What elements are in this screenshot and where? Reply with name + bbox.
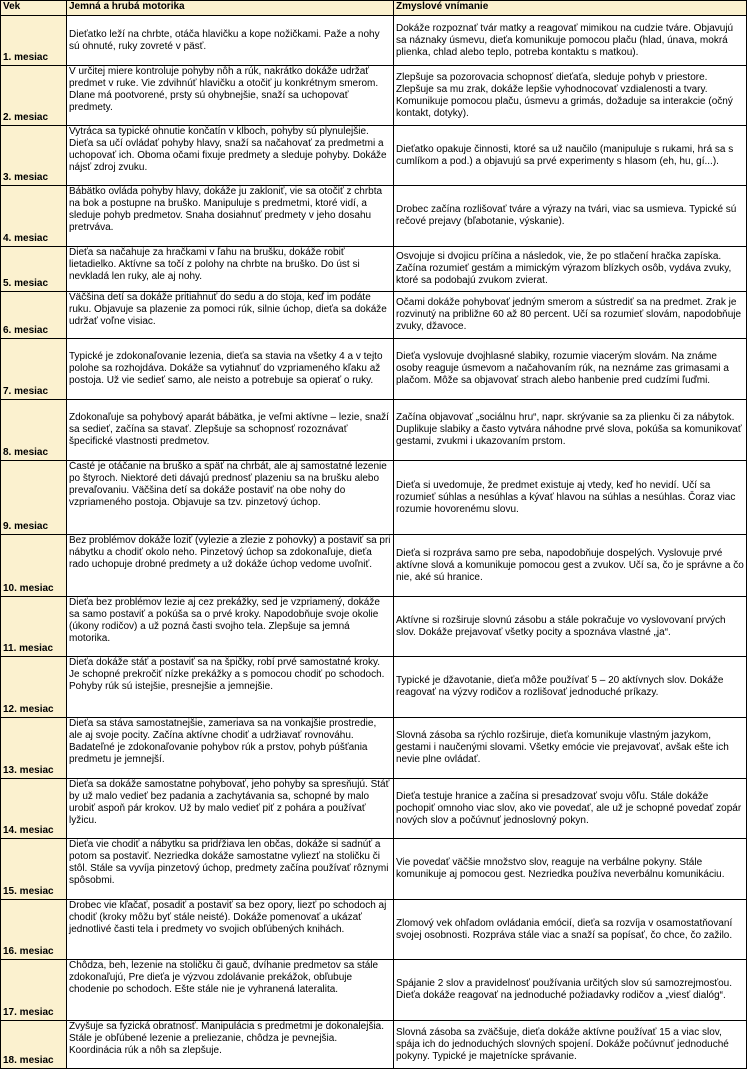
- sense-cell: Osvojuje si dvojicu príčina a následok, vie, že po stlačení hračka zapíska. Začína rozumieť gestám a mimickým výrazom blízkych osôb, vydáva zvuky, ktoré sa podobajú zvukom zvierat.: [394, 247, 747, 292]
- age-cell: 3. mesiac: [1, 126, 67, 186]
- table-row: [1, 839, 747, 900]
- motor-cell: Vytráca sa typické ohnutie končatín v kĺboch, pohyby sú plynulejšie. Dieťa sa učí ovládať pohyby hlavy, snaží sa načahovať za predmetmi a uchopovať ich. Oboma očami fixuje predmety a sleduje pohyby. Dokáže nájsť zdroj zvuku.: [67, 126, 394, 186]
- age-cell: 14. mesiac: [1, 779, 67, 839]
- motor-cell: Dieťa dokáže stáť a postaviť sa na špičky, robí prvé samostatné kroky. Je schopné prekročiť nízke prekážky a s pomocou chodiť po schodoch. Pohyby rúk sú istejšie, presnejšie a jemnejšie.: [67, 657, 394, 718]
- motor-cell: Bábätko ovláda pohyby hlavy, dokáže ju zakloniť, vie sa otočiť z chrbta na bok a postupne na bruško. Manipuluje s predmetmi, ktoré vidí, a sleduje pohyb predmetov. Snaha dosiahnuť predmety v jeho dosahu pretrváva.: [67, 186, 394, 247]
- sense-cell: Slovná zásoba sa rýchlo rozširuje, dieťa komunikuje vlastným jazykom, gestami i naučenými slovami. Všetky emócie vie prejavovať, avšak ešte ich nevie plne ovládať.: [394, 718, 747, 779]
- age-cell: 7. mesiac: [1, 339, 67, 400]
- sense-cell: Dieťatko opakuje činnosti, ktoré sa už naučilo (manipuluje s rukami, hrá sa s cumlíkom a pod.) a objavujú sa prvé experimenty s hlasom (eh, hu, gí...).: [394, 126, 747, 186]
- motor-cell: Dieťa sa dokáže samostatne pohybovať, jeho pohyby sa spresňujú. Stáť by už malo vedieť bez padania a zachytávania sa, schopné by malo urobiť aspoň pár krokov. Už by malo vedieť piť z pohára a používať lyžicu.: [67, 779, 394, 839]
- sense-cell: Aktívne si rozširuje slovnú zásobu a stále pokračuje vo vyslovovaní prvých slov. Dokáže prejavovať všetky pocity a spoznáva vlastné „ja“.: [394, 597, 747, 657]
- sense-cell: Dieťa si rozpráva samo pre seba, napodobňuje dospelých. Vyslovuje prvé aktívne slová a komunikuje pomocou gest a zvukov. Učí sa, čo je správne a čo nie, aké sú hranice.: [394, 535, 747, 597]
- motor-cell: Zdokonaľuje sa pohybový aparát bábätka, je veľmi aktívne – lezie, snaží sa sedieť, začína sa stavať. Zlepšuje sa schopnosť rozoznávať špecifické vlastnosti predmetov.: [67, 400, 394, 461]
- sense-cell: Vie povedať väčšie množstvo slov, reaguje na verbálne pokyny. Stále komunikuje aj pomocou gest. Nezriedka používa neverbálnu komunikáciu.: [394, 839, 747, 900]
- table-row: [1, 535, 747, 597]
- sense-cell: Zlomový vek ohľadom ovládania emócií, dieťa sa rozvíja v osamostatňovaní svojej osobnosti. Rozpráva stále viac a snaží sa popísať, čo chce, čo zažilo.: [394, 900, 747, 960]
- motor-cell: Chôdza, beh, lezenie na stoličku či gauč, dvíhanie predmetov sa stále zdokonaľujú, Pre dieťa je výzvou zdolávanie prekážok, obľubuje chodenie po schodoch. Ešte stále nie je vyhranená lateralita.: [67, 960, 394, 1021]
- age-cell: 16. mesiac: [1, 900, 67, 960]
- header-row: [1, 1, 747, 16]
- table-row: [1, 461, 747, 535]
- motor-cell: Dieťa vie chodiť a nábytku sa pridŕžiava len občas, dokáže si sadnúť a potom sa postaviť. Nezriedka dokáže samostatne vyliezť na stoličku či stôl. Stále sa vyvíja pinzetový úchop, predmety začína používať rôznymi spôsobmi.: [67, 839, 394, 900]
- table-row: [1, 247, 747, 292]
- table-row: [1, 66, 747, 126]
- motor-cell: Zvyšuje sa fyzická obratnosť. Manipulácia s predmetmi je dokonalejšia. Stále je obľúbené lezenie a preliezanie, chôdza je pevnejšia. Koordinácia rúk a nôh sa zlepšuje.: [67, 1021, 394, 1069]
- sense-cell: Začína objavovať „sociálnu hru“, napr. skrývanie sa za plienku či za nábytok. Duplikuje slabiky a často vytvára náhodne prvé slova, pokúša sa komunikovať gestami, zvukmi i ukazovaním prstom.: [394, 400, 747, 461]
- motor-cell: Dieťa bez problémov lezie aj cez prekážky, sed je vzpriamený, dokáže sa samo postaviť a pokúša sa o prvé kroky. Napodobňuje svoje okolie (úkony rodičov) a už pozná časti svojho tela. Zlepšuje sa jemná motorika.: [67, 597, 394, 657]
- age-cell: 11. mesiac: [1, 597, 67, 657]
- sense-cell: Očami dokáže pohybovať jedným smerom a sústrediť sa na predmet. Zrak je rozvinutý na približne 60 až 80 percent. Učí sa rozumieť slovám, napodobňuje zvuky, džavoce.: [394, 292, 747, 339]
- age-cell: 18. mesiac: [1, 1021, 67, 1069]
- age-cell: 2. mesiac: [1, 66, 67, 126]
- table-row: [1, 16, 747, 66]
- age-cell: 17. mesiac: [1, 960, 67, 1021]
- age-cell: 10. mesiac: [1, 535, 67, 597]
- table-row: [1, 779, 747, 839]
- age-cell: 15. mesiac: [1, 839, 67, 900]
- motor-cell: Drobec vie kľačať, posadiť a postaviť sa bez opory, liezť po schodoch aj chodiť (kroky môžu byť stále neisté). Dokáže pomenovať a ukázať jednotlivé časti tela i predmety vo svojich obľúbených knihách.: [67, 900, 394, 960]
- header-motor: Jemná a hrubá motorika: [67, 1, 394, 16]
- header-sense: Zmyslové vnímanie: [394, 1, 747, 16]
- motor-cell: Bez problémov dokáže loziť (vylezie a zlezie z pohovky) a postaviť sa pri nábytku a chodiť okolo neho. Pinzetový úchop sa zdokonaľuje, dieťa rado uchopuje drobné predmety a už dokáže úchop vedome uvoľniť.: [67, 535, 394, 597]
- motor-cell: Typické je zdokonaľovanie lezenia, dieťa sa stavia na všetky 4 a v tejto polohe sa rozhojdáva. Dokáže sa vytiahnuť do vzpriameného kľaku až postoja. Už vie sedieť samo, ale neisto a potrebuje sa opierať o ruky.: [67, 339, 394, 400]
- sense-cell: Zlepšuje sa pozorovacia schopnosť dieťaťa, sleduje pohyb v priestore. Zlepšuje sa mu zrak, dokáže lepšie vyhodnocovať vzdialenosti a tvary. Komunikuje pomocou plaču, úsmevu a grimás, dožaduje sa interakcie (očný kontakt, dotyky).: [394, 66, 747, 126]
- table-row: [1, 657, 747, 718]
- table-row: [1, 597, 747, 657]
- sense-cell: Drobec začína rozlišovať tváre a výrazy na tvári, viac sa usmieva. Typické sú rečové prejavy (bľabotanie, výskanie).: [394, 186, 747, 247]
- age-cell: 1. mesiac: [1, 16, 67, 66]
- age-cell: 5. mesiac: [1, 247, 67, 292]
- motor-cell: Väčšina detí sa dokáže pritiahnuť do sedu a do stoja, keď im podáte ruku. Objavuje sa plazenie za pomoci rúk, silnie úchop, dieťa sa dokáže udržať voľne visiac.: [67, 292, 394, 339]
- header-age: Vek: [1, 1, 67, 16]
- age-cell: 8. mesiac: [1, 400, 67, 461]
- table-row: [1, 900, 747, 960]
- age-cell: 12. mesiac: [1, 657, 67, 718]
- age-cell: 9. mesiac: [1, 461, 67, 535]
- sense-cell: Typické je džavotanie, dieťa môže používať 5 – 20 aktívnych slov. Dokáže reagovať na výzvy rodičov a rozlišovať jednoduché príkazy.: [394, 657, 747, 718]
- table-row: [1, 186, 747, 247]
- table-row: [1, 126, 747, 186]
- sense-cell: Dieťa testuje hranice a začína si presadzovať svoju vôľu. Stále dokáže pochopiť omnoho viac slov, ako vie povedať, ale už je schopné povedať zopár nových slov a počúvnuť jednoslovný pokyn.: [394, 779, 747, 839]
- sense-cell: Dieťa vyslovuje dvojhlasné slabiky, rozumie viacerým slovám. Na známe osoby reaguje úsmevom a načahovaním rúk, na neznáme zas grimasami a plačom. Môže sa objavovať strach alebo hanbenie pred cudzími ľuďmi.: [394, 339, 747, 400]
- table-row: [1, 960, 747, 1021]
- age-cell: 6. mesiac: [1, 292, 67, 339]
- sense-cell: Spájanie 2 slov a pravidelnosť používania určitých slov sú samozrejmosťou. Dieťa dokáže reagovať na jednoduché požiadavky rodičov a „viesť dialóg“.: [394, 960, 747, 1021]
- age-cell: 4. mesiac: [1, 186, 67, 247]
- motor-cell: V určitej miere kontroluje pohyby nôh a rúk, nakrátko dokáže udržať predmet v ruke. Vie zdvihnúť hlavičku a otočiť ju konkrétnym smerom. Dlane má pootvorené, prsty sú ohybnejšie, snaží sa uchopovať predmety.: [67, 66, 394, 126]
- sense-cell: Slovná zásoba sa zväčšuje, dieťa dokáže aktívne používať 15 a viac slov, spája ich do jednoduchých slovných spojení. Dokáže počúvnuť jednoduché pokyny. Typické je majetnícke správanie.: [394, 1021, 747, 1069]
- motor-cell: Časté je otáčanie na bruško a späť na chrbát, ale aj samostatné lezenie po štyroch. Niektoré deti dávajú prednosť plazeniu sa na brušku alebo prevaľovaniu. Väčšina detí sa dokáže postaviť na obe nohy do vzpriameného postoja. Objavuje sa tzv. pinzetový úchop.: [67, 461, 394, 535]
- motor-cell: Dieťatko leží na chrbte, otáča hlavičku a kope nožičkami. Paže a nohy sú ohnuté, ruky zovreté v päsť.: [67, 16, 394, 66]
- table-row: [1, 718, 747, 779]
- table-row: [1, 400, 747, 461]
- table-row: [1, 339, 747, 400]
- age-cell: 13. mesiac: [1, 718, 67, 779]
- motor-cell: Dieťa sa stáva samostatnejšie, zameriava sa na vonkajšie prostredie, ale aj svoje pocity. Začína aktívne chodiť a udržiavať rovnováhu. Badateľné je zdokonaľovanie pohybov rúk a prstov, pohyb púšťania predmetu je jemnejší.: [67, 718, 394, 779]
- sense-cell: Dokáže rozpoznať tvár matky a reagovať mimikou na cudzie tváre. Objavujú sa náznaky úsmevu, dieťa komunikuje pomocou plaču (hlad, únava, mokrá plienka, chlad alebo teplo, potreba kontaktu s matkou).: [394, 16, 747, 66]
- sense-cell: Dieťa si uvedomuje, že predmet existuje aj vtedy, keď ho nevidí. Učí sa rozumieť súhlas a nesúhlas a kývať hlavou na súhlas a nesúhlas. Čoraz viac rozumie hovorenému slovu.: [394, 461, 747, 535]
- table-row: [1, 1021, 747, 1069]
- table-row: [1, 292, 747, 339]
- motor-cell: Dieťa sa načahuje za hračkami v ľahu na brušku, dokáže robiť lietadielko. Aktívne sa točí z polohy na chrbte na bruško. Do úst si nevkladá len ruky, ale aj nohy.: [67, 247, 394, 292]
